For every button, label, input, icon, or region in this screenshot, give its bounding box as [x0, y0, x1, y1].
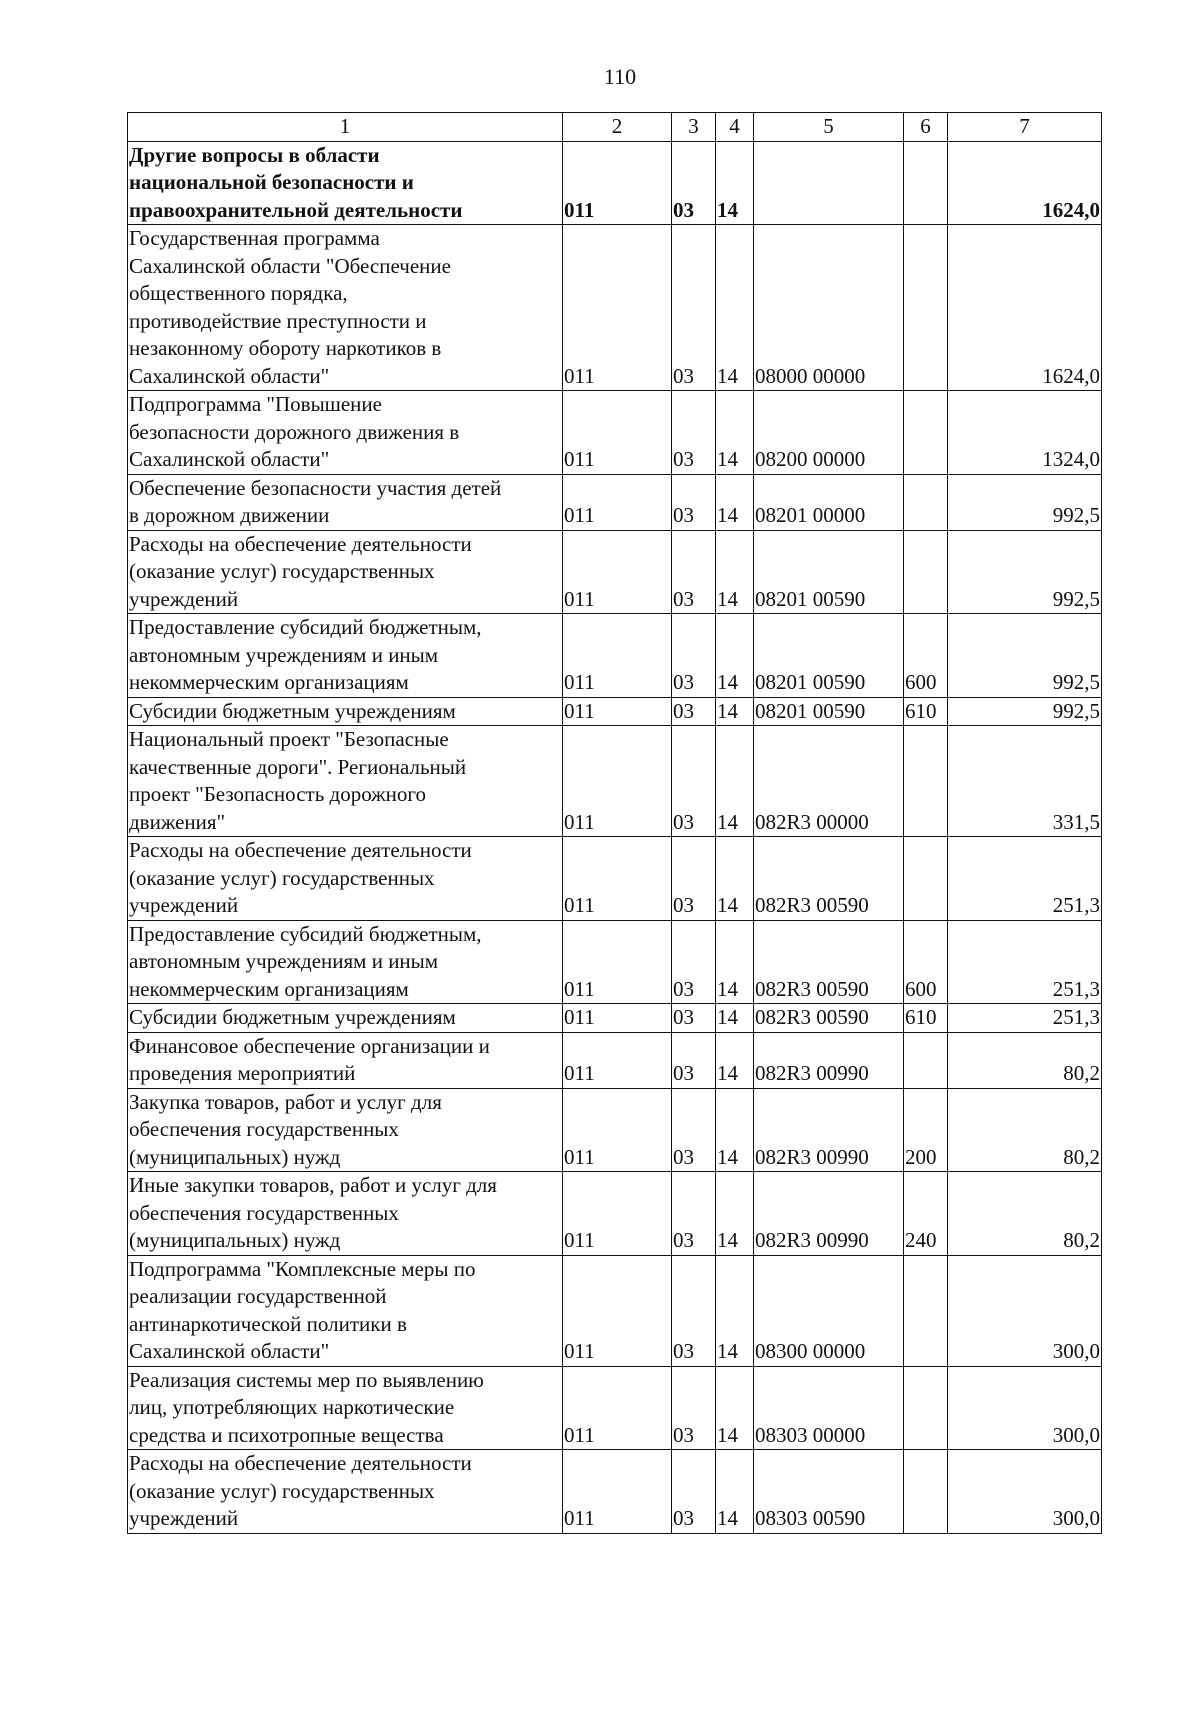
row-section-code: 03: [672, 837, 716, 921]
row-amount: 992,5: [948, 614, 1102, 698]
row-target-article: 082R3 00590: [754, 920, 904, 1004]
row-section-code: 03: [672, 1450, 716, 1534]
row-section-code: 03: [672, 391, 716, 475]
row-target-article: 082R3 00990: [754, 1088, 904, 1172]
row-subsection-code: 14: [716, 614, 754, 698]
row-name: Расходы на обеспечение деятельности (оказание услуг) государственных учреждений: [128, 837, 563, 921]
header-col-7: 7: [948, 113, 1102, 142]
row-section-code: 03: [672, 1366, 716, 1450]
table-row: [128, 726, 1102, 837]
table-row: [128, 920, 1102, 1004]
row-name: Подпрограмма "Повышение безопасности дорожного движения в Сахалинской области": [128, 391, 563, 475]
row-section-code: 03: [672, 920, 716, 1004]
row-target-article: 08201 00590: [754, 697, 904, 726]
row-name: Иные закупки товаров, работ и услуг для обеспечения государственных (муниципальных) нужд: [128, 1172, 563, 1256]
row-amount: 251,3: [948, 1004, 1102, 1033]
row-section-code: 03: [672, 474, 716, 530]
row-amount: 251,3: [948, 920, 1102, 1004]
page-number: 110: [603, 64, 637, 89]
row-expense-type: 610: [904, 1004, 948, 1033]
table-row: [128, 614, 1102, 698]
row-target-article: 08303 00590: [754, 1450, 904, 1534]
table-row: [128, 530, 1102, 614]
row-subsection-code: 14: [716, 391, 754, 475]
table-row: [128, 697, 1102, 726]
row-subsection-code: 14: [716, 1366, 754, 1450]
row-subsection-code: 14: [716, 837, 754, 921]
table-row: [128, 391, 1102, 475]
row-amount: 1624,0: [948, 225, 1102, 391]
row-expense-type: 600: [904, 614, 948, 698]
header-row: [128, 113, 1102, 142]
row-name: Финансовое обеспечение организации и проведения мероприятий: [128, 1032, 563, 1088]
row-target-article: 082R3 00590: [754, 1004, 904, 1033]
row-name: Расходы на обеспечение деятельности (оказание услуг) государственных учреждений: [128, 1450, 563, 1534]
budget-table: [127, 112, 1102, 1534]
row-target-article: 082R3 00590: [754, 837, 904, 921]
row-name: Обеспечение безопасности участия детей в дорожном движении: [128, 474, 563, 530]
row-expense-type: 600: [904, 920, 948, 1004]
row-name: Закупка товаров, работ и услуг для обеспечения государственных (муниципальных) нужд: [128, 1088, 563, 1172]
table-row: [128, 1004, 1102, 1033]
row-amount: 1624,0: [948, 141, 1102, 225]
row-target-article: 082R3 00990: [754, 1172, 904, 1256]
row-name: Реализация системы мер по выявлению лиц, употребляющих наркотические средства и психотропные вещества: [128, 1366, 563, 1450]
row-subsection-code: 14: [716, 474, 754, 530]
row-section-code: 03: [672, 225, 716, 391]
row-name: Субсидии бюджетным учреждениям: [128, 697, 563, 726]
table-row: [128, 141, 1102, 225]
row-expense-type: [904, 225, 948, 391]
row-admin-code: 011: [563, 530, 672, 614]
row-target-article: 08000 00000: [754, 225, 904, 391]
header-col-2: 2: [563, 113, 672, 142]
row-expense-type: [904, 1255, 948, 1366]
row-admin-code: 011: [563, 837, 672, 921]
table-row: [128, 1450, 1102, 1534]
row-admin-code: 011: [563, 1088, 672, 1172]
row-expense-type: [904, 726, 948, 837]
row-amount: 80,2: [948, 1088, 1102, 1172]
row-amount: 300,0: [948, 1366, 1102, 1450]
row-admin-code: 011: [563, 1366, 672, 1450]
row-amount: 992,5: [948, 530, 1102, 614]
row-amount: 331,5: [948, 726, 1102, 837]
row-section-code: 03: [672, 697, 716, 726]
row-section-code: 03: [672, 530, 716, 614]
table-row: [128, 474, 1102, 530]
row-subsection-code: 14: [716, 1255, 754, 1366]
row-expense-type: [904, 474, 948, 530]
table-row: [128, 1172, 1102, 1256]
row-expense-type: [904, 391, 948, 475]
row-section-code: 03: [672, 1088, 716, 1172]
table-row: [128, 225, 1102, 391]
row-admin-code: 011: [563, 225, 672, 391]
row-expense-type: 200: [904, 1088, 948, 1172]
row-name: Предоставление субсидий бюджетным, автономным учреждениям и иным некоммерческим организациям: [128, 614, 563, 698]
row-subsection-code: 14: [716, 920, 754, 1004]
row-admin-code: 011: [563, 474, 672, 530]
row-expense-type: 240: [904, 1172, 948, 1256]
row-section-code: 03: [672, 141, 716, 225]
row-expense-type: [904, 141, 948, 225]
row-name: Государственная программа Сахалинской области "Обеспечение общественного порядка, противодействие преступности и незаконному обороту наркотиков в Сахалинской области": [128, 225, 563, 391]
row-target-article: 082R3 00000: [754, 726, 904, 837]
row-subsection-code: 14: [716, 1450, 754, 1534]
row-section-code: 03: [672, 614, 716, 698]
row-subsection-code: 14: [716, 1088, 754, 1172]
row-target-article: 08201 00000: [754, 474, 904, 530]
row-name: Расходы на обеспечение деятельности (оказание услуг) государственных учреждений: [128, 530, 563, 614]
row-section-code: 03: [672, 1255, 716, 1366]
table-row: [128, 1366, 1102, 1450]
row-amount: 992,5: [948, 474, 1102, 530]
row-admin-code: 011: [563, 1004, 672, 1033]
row-section-code: 03: [672, 1032, 716, 1088]
row-subsection-code: 14: [716, 530, 754, 614]
row-amount: 300,0: [948, 1255, 1102, 1366]
row-section-code: 03: [672, 726, 716, 837]
row-name: Подпрограмма "Комплексные меры по реализации государственной антинаркотической политики в Сахалинской области": [128, 1255, 563, 1366]
row-admin-code: 011: [563, 1172, 672, 1256]
row-expense-type: [904, 1366, 948, 1450]
row-admin-code: 011: [563, 614, 672, 698]
row-target-article: 08201 00590: [754, 614, 904, 698]
row-subsection-code: 14: [716, 726, 754, 837]
row-subsection-code: 14: [716, 697, 754, 726]
header-col-3: 3: [672, 113, 716, 142]
table-row: [128, 1032, 1102, 1088]
row-section-code: 03: [672, 1004, 716, 1033]
row-subsection-code: 14: [716, 225, 754, 391]
row-expense-type: [904, 1450, 948, 1534]
row-section-code: 03: [672, 1172, 716, 1256]
row-admin-code: 011: [563, 391, 672, 475]
row-amount: 251,3: [948, 837, 1102, 921]
row-amount: 1324,0: [948, 391, 1102, 475]
header-col-4: 4: [716, 113, 754, 142]
row-expense-type: 610: [904, 697, 948, 726]
header-col-5: 5: [754, 113, 904, 142]
row-target-article: 08200 00000: [754, 391, 904, 475]
row-subsection-code: 14: [716, 1032, 754, 1088]
row-subsection-code: 14: [716, 1004, 754, 1033]
row-name: Предоставление субсидий бюджетным, автономным учреждениям и иным некоммерческим организациям: [128, 920, 563, 1004]
table-row: [128, 1255, 1102, 1366]
row-target-article: 08201 00590: [754, 530, 904, 614]
row-subsection-code: 14: [716, 1172, 754, 1256]
row-subsection-code: 14: [716, 141, 754, 225]
row-target-article: 08300 00000: [754, 1255, 904, 1366]
row-expense-type: [904, 530, 948, 614]
row-admin-code: 011: [563, 726, 672, 837]
header-col-6: 6: [904, 113, 948, 142]
row-amount: 300,0: [948, 1450, 1102, 1534]
row-expense-type: [904, 837, 948, 921]
row-amount: 992,5: [948, 697, 1102, 726]
row-admin-code: 011: [563, 1032, 672, 1088]
table-row: [128, 837, 1102, 921]
row-name: Национальный проект "Безопасные качественные дороги". Региональный проект "Безопасность дорожного движения": [128, 726, 563, 837]
row-amount: 80,2: [948, 1032, 1102, 1088]
row-admin-code: 011: [563, 141, 672, 225]
row-name: Другие вопросы в области национальной безопасности и правоохранительной деятельности: [128, 141, 563, 225]
row-admin-code: 011: [563, 920, 672, 1004]
table-row: [128, 1088, 1102, 1172]
row-expense-type: [904, 1032, 948, 1088]
row-admin-code: 011: [563, 1255, 672, 1366]
row-amount: 80,2: [948, 1172, 1102, 1256]
row-admin-code: 011: [563, 1450, 672, 1534]
row-target-article: 082R3 00990: [754, 1032, 904, 1088]
row-target-article: [754, 141, 904, 225]
row-admin-code: 011: [563, 697, 672, 726]
row-target-article: 08303 00000: [754, 1366, 904, 1450]
row-name: Субсидии бюджетным учреждениям: [128, 1004, 563, 1033]
header-col-1: 1: [128, 113, 563, 142]
